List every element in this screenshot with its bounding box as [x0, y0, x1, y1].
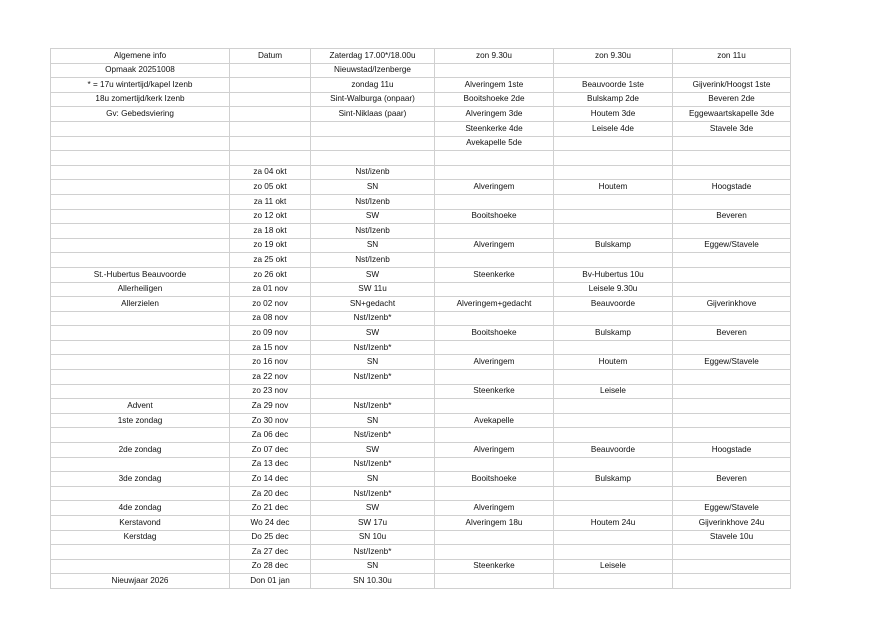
cell-zaterdag[interactable]: Nst/Izenb*	[311, 370, 435, 385]
cell-datum[interactable]: za 15 nov	[230, 340, 311, 355]
cell-zaterdag[interactable]: SN	[311, 238, 435, 253]
cell-zaterdag[interactable]	[311, 151, 435, 166]
cell-zaterdag[interactable]	[311, 384, 435, 399]
cell-algemene_info[interactable]: 2de zondag	[51, 443, 230, 458]
cell-zon930a[interactable]	[435, 545, 554, 560]
column-header-zon930b[interactable]: zon 9.30u	[554, 49, 673, 64]
cell-zon930a[interactable]: Steenkerke	[435, 267, 554, 282]
cell-zon930b[interactable]: Bv-Hubertus 10u	[554, 267, 673, 282]
cell-zaterdag[interactable]: Sint-Niklaas (paar)	[311, 107, 435, 122]
cell-datum[interactable]: zo 26 okt	[230, 267, 311, 282]
cell-zon930b[interactable]: Beauvoorde	[554, 443, 673, 458]
table-row	[51, 267, 791, 282]
cell-algemene_info[interactable]	[51, 209, 230, 224]
cell-algemene_info[interactable]	[51, 486, 230, 501]
cell-datum[interactable]: za 25 okt	[230, 253, 311, 268]
table-row	[51, 121, 791, 136]
cell-zon930a[interactable]	[435, 399, 554, 414]
cell-zon930b[interactable]: Houtem	[554, 180, 673, 195]
cell-zon930b[interactable]: Beauvoorde	[554, 297, 673, 312]
cell-datum[interactable]	[230, 136, 311, 151]
cell-zaterdag[interactable]: SW	[311, 501, 435, 516]
cell-zon11[interactable]	[673, 399, 791, 414]
table-row	[51, 574, 791, 589]
table-row	[51, 457, 791, 472]
table-row	[51, 297, 791, 312]
cell-zon930a[interactable]: Booitshoeke	[435, 326, 554, 341]
cell-zon930a[interactable]: Alveringem	[435, 238, 554, 253]
cell-zaterdag[interactable]: Nst/Izenb*	[311, 399, 435, 414]
cell-zon930b[interactable]	[554, 165, 673, 180]
table-row	[51, 399, 791, 414]
cell-zon930b[interactable]: Houtem	[554, 355, 673, 370]
table-row	[51, 413, 791, 428]
cell-algemene_info[interactable]	[51, 428, 230, 443]
cell-algemene_info[interactable]: Kerstdag	[51, 530, 230, 545]
cell-zon11[interactable]	[673, 486, 791, 501]
cell-zon930a[interactable]: Booitshoeke 2de	[435, 92, 554, 107]
cell-zaterdag[interactable]: SN 10u	[311, 530, 435, 545]
table-row	[51, 311, 791, 326]
cell-zon930a[interactable]	[435, 486, 554, 501]
cell-algemene_info[interactable]: Nieuwjaar 2026	[51, 574, 230, 589]
cell-algemene_info[interactable]: 4de zondag	[51, 501, 230, 516]
spreadsheet-sheet	[50, 48, 790, 589]
cell-datum[interactable]: za 04 okt	[230, 165, 311, 180]
cell-zon930b[interactable]	[554, 63, 673, 78]
cell-zon11[interactable]: Gijverinkhove	[673, 297, 791, 312]
cell-algemene_info[interactable]	[51, 238, 230, 253]
cell-datum[interactable]: zo 12 okt	[230, 209, 311, 224]
cell-zaterdag[interactable]: SN	[311, 413, 435, 428]
cell-zon930a[interactable]	[435, 428, 554, 443]
cell-zon930a[interactable]	[435, 370, 554, 385]
cell-zon930a[interactable]	[435, 63, 554, 78]
cell-zon930a[interactable]	[435, 165, 554, 180]
cell-zon930b[interactable]	[554, 194, 673, 209]
cell-zon930b[interactable]: Leisele 4de	[554, 121, 673, 136]
cell-zon11[interactable]: Hoogstade	[673, 443, 791, 458]
cell-zon930a[interactable]: Alveringem 1ste	[435, 78, 554, 93]
cell-zon11[interactable]: Beveren	[673, 209, 791, 224]
cell-zon11[interactable]: Stavele 10u	[673, 530, 791, 545]
cell-zon930b[interactable]	[554, 457, 673, 472]
table-row	[51, 253, 791, 268]
cell-zon930b[interactable]: Leisele 9.30u	[554, 282, 673, 297]
table-row	[51, 136, 791, 151]
cell-zon11[interactable]	[673, 224, 791, 239]
table-row	[51, 165, 791, 180]
cell-zon930b[interactable]: Houtem 24u	[554, 516, 673, 531]
table-row	[51, 107, 791, 122]
cell-zon11[interactable]	[673, 282, 791, 297]
table-row	[51, 326, 791, 341]
cell-zaterdag[interactable]: SW	[311, 443, 435, 458]
cell-zon930a[interactable]: Alveringem+gedacht	[435, 297, 554, 312]
cell-zon930a[interactable]	[435, 194, 554, 209]
cell-algemene_info[interactable]	[51, 311, 230, 326]
cell-algemene_info[interactable]	[51, 121, 230, 136]
cell-zaterdag[interactable]: SN	[311, 180, 435, 195]
cell-algemene_info[interactable]: Allerzielen	[51, 297, 230, 312]
cell-zon930a[interactable]: Alveringem 18u	[435, 516, 554, 531]
cell-zon930a[interactable]: Alveringem 3de	[435, 107, 554, 122]
table-row	[51, 428, 791, 443]
cell-zaterdag[interactable]: SN+gedacht	[311, 297, 435, 312]
cell-zon11[interactable]	[673, 413, 791, 428]
cell-zon11[interactable]: Beveren	[673, 326, 791, 341]
cell-zaterdag[interactable]	[311, 121, 435, 136]
cell-zon930b[interactable]	[554, 486, 673, 501]
cell-datum[interactable]	[230, 151, 311, 166]
cell-zon930b[interactable]	[554, 209, 673, 224]
column-header-zon11[interactable]: zon 11u	[673, 49, 791, 64]
cell-datum[interactable]: zo 16 nov	[230, 355, 311, 370]
cell-zon930a[interactable]	[435, 311, 554, 326]
cell-zon930a[interactable]: Booitshoeke	[435, 472, 554, 487]
cell-datum[interactable]	[230, 78, 311, 93]
column-header-zon930a[interactable]: zon 9.30u	[435, 49, 554, 64]
cell-datum[interactable]	[230, 121, 311, 136]
column-header-algemene_info[interactable]: Algemene info	[51, 49, 230, 64]
cell-algemene_info[interactable]	[51, 165, 230, 180]
cell-datum[interactable]: Zo 21 dec	[230, 501, 311, 516]
cell-zon11[interactable]	[673, 340, 791, 355]
column-header-zaterdag[interactable]: Zaterdag 17.00*/18.00u	[311, 49, 435, 64]
table-row	[51, 63, 791, 78]
cell-zon930a[interactable]	[435, 457, 554, 472]
cell-datum[interactable]: za 18 okt	[230, 224, 311, 239]
cell-zon11[interactable]	[673, 165, 791, 180]
schedule-table	[50, 48, 791, 589]
cell-datum[interactable]: zo 05 okt	[230, 180, 311, 195]
cell-datum[interactable]: zo 09 nov	[230, 326, 311, 341]
cell-algemene_info[interactable]	[51, 457, 230, 472]
cell-zon11[interactable]	[673, 428, 791, 443]
cell-zaterdag[interactable]: Nst/Izenb*	[311, 311, 435, 326]
cell-zon11[interactable]	[673, 136, 791, 151]
table-row	[51, 545, 791, 560]
cell-zon930b[interactable]	[554, 253, 673, 268]
cell-zon930b[interactable]: Bulskamp	[554, 238, 673, 253]
cell-zon11[interactable]: Beveren 2de	[673, 92, 791, 107]
cell-zon11[interactable]	[673, 384, 791, 399]
cell-zaterdag[interactable]	[311, 136, 435, 151]
cell-zaterdag[interactable]: Nst/Izenb	[311, 253, 435, 268]
cell-zon11[interactable]	[673, 63, 791, 78]
cell-zaterdag[interactable]: zondag 11u	[311, 78, 435, 93]
cell-zaterdag[interactable]: SW	[311, 209, 435, 224]
cell-zon930b[interactable]	[554, 136, 673, 151]
cell-datum[interactable]: Za 27 dec	[230, 545, 311, 560]
cell-zon11[interactable]: Eggew/Stavele	[673, 355, 791, 370]
cell-zon11[interactable]: Beveren	[673, 472, 791, 487]
table-row	[51, 370, 791, 385]
cell-zon11[interactable]	[673, 559, 791, 574]
cell-algemene_info[interactable]: Gv: Gebedsviering	[51, 107, 230, 122]
cell-datum[interactable]	[230, 107, 311, 122]
table-row	[51, 516, 791, 531]
cell-zon930a[interactable]	[435, 224, 554, 239]
cell-zon930a[interactable]: Alveringem	[435, 443, 554, 458]
cell-datum[interactable]: Do 25 dec	[230, 530, 311, 545]
table-row	[51, 209, 791, 224]
cell-zon11[interactable]	[673, 574, 791, 589]
cell-algemene_info[interactable]: 3de zondag	[51, 472, 230, 487]
cell-datum[interactable]: Za 20 dec	[230, 486, 311, 501]
cell-datum[interactable]: Zo 30 nov	[230, 413, 311, 428]
cell-algemene_info[interactable]	[51, 384, 230, 399]
cell-zon930b[interactable]	[554, 413, 673, 428]
cell-algemene_info[interactable]	[51, 194, 230, 209]
cell-zaterdag[interactable]: SW	[311, 326, 435, 341]
cell-zaterdag[interactable]: SN	[311, 559, 435, 574]
cell-algemene_info[interactable]	[51, 151, 230, 166]
cell-zon11[interactable]	[673, 151, 791, 166]
cell-zon11[interactable]: Eggew/Stavele	[673, 238, 791, 253]
cell-algemene_info[interactable]: 1ste zondag	[51, 413, 230, 428]
cell-datum[interactable]: Zo 28 dec	[230, 559, 311, 574]
cell-algemene_info[interactable]: Opmaak 20251008	[51, 63, 230, 78]
table-row	[51, 472, 791, 487]
cell-zaterdag[interactable]: Nst/Izenb*	[311, 545, 435, 560]
cell-zaterdag[interactable]: Nst/Izenb*	[311, 486, 435, 501]
cell-zon930b[interactable]	[554, 501, 673, 516]
cell-zon930b[interactable]	[554, 399, 673, 414]
cell-zon930a[interactable]: Avekapelle	[435, 413, 554, 428]
cell-datum[interactable]: zo 23 nov	[230, 384, 311, 399]
cell-algemene_info[interactable]	[51, 355, 230, 370]
cell-datum[interactable]	[230, 63, 311, 78]
table-header-row	[51, 49, 791, 64]
cell-zon930a[interactable]	[435, 151, 554, 166]
cell-zaterdag[interactable]: SW 11u	[311, 282, 435, 297]
cell-datum[interactable]: zo 02 nov	[230, 297, 311, 312]
table-row	[51, 559, 791, 574]
table-row	[51, 530, 791, 545]
cell-zon11[interactable]	[673, 194, 791, 209]
cell-algemene_info[interactable]	[51, 370, 230, 385]
table-row	[51, 180, 791, 195]
cell-zon11[interactable]: Eggew/Stavele	[673, 501, 791, 516]
cell-algemene_info[interactable]: Advent	[51, 399, 230, 414]
table-row	[51, 486, 791, 501]
cell-zon11[interactable]: Eggewaartskapelle 3de	[673, 107, 791, 122]
cell-datum[interactable]: zo 19 okt	[230, 238, 311, 253]
cell-zon930b[interactable]	[554, 428, 673, 443]
cell-algemene_info[interactable]: 18u zomertijd/kerk Izenb	[51, 92, 230, 107]
cell-algemene_info[interactable]	[51, 545, 230, 560]
cell-algemene_info[interactable]: * = 17u wintertijd/kapel Izenb	[51, 78, 230, 93]
cell-zon11[interactable]	[673, 370, 791, 385]
table-row	[51, 355, 791, 370]
cell-zon930b[interactable]: Beauvoorde 1ste	[554, 78, 673, 93]
cell-zon11[interactable]: Hoogstade	[673, 180, 791, 195]
table-row	[51, 194, 791, 209]
cell-datum[interactable]	[230, 92, 311, 107]
cell-zon930a[interactable]: Alveringem	[435, 355, 554, 370]
cell-zon930a[interactable]: Avekapelle 5de	[435, 136, 554, 151]
cell-zaterdag[interactable]: Nst/Izenb	[311, 224, 435, 239]
cell-zon930a[interactable]: Alveringem	[435, 180, 554, 195]
table-row	[51, 151, 791, 166]
cell-zon930a[interactable]: Steenkerke 4de	[435, 121, 554, 136]
cell-datum[interactable]: za 08 nov	[230, 311, 311, 326]
cell-zon930a[interactable]: Alveringem	[435, 501, 554, 516]
cell-algemene_info[interactable]	[51, 253, 230, 268]
table-row	[51, 501, 791, 516]
cell-zon11[interactable]: Gijverinkhove 24u	[673, 516, 791, 531]
cell-zaterdag[interactable]: SN	[311, 355, 435, 370]
cell-zon930a[interactable]	[435, 282, 554, 297]
cell-zon11[interactable]	[673, 267, 791, 282]
cell-zon11[interactable]: Stavele 3de	[673, 121, 791, 136]
cell-zon930b[interactable]: Bulskamp 2de	[554, 92, 673, 107]
table-row	[51, 78, 791, 93]
cell-algemene_info[interactable]: Kerstavond	[51, 516, 230, 531]
table-row	[51, 443, 791, 458]
table-row	[51, 340, 791, 355]
cell-datum[interactable]: Don 01 jan	[230, 574, 311, 589]
table-row	[51, 224, 791, 239]
cell-zon930a[interactable]	[435, 340, 554, 355]
cell-zon11[interactable]	[673, 545, 791, 560]
cell-datum[interactable]: za 11 okt	[230, 194, 311, 209]
cell-zaterdag[interactable]: SN 10.30u	[311, 574, 435, 589]
cell-zon930b[interactable]	[554, 151, 673, 166]
cell-algemene_info[interactable]	[51, 224, 230, 239]
cell-zon930b[interactable]: Bulskamp	[554, 326, 673, 341]
cell-zaterdag[interactable]: Nst/izenb*	[311, 428, 435, 443]
cell-zon930a[interactable]	[435, 530, 554, 545]
cell-zon930b[interactable]	[554, 311, 673, 326]
table-row	[51, 282, 791, 297]
cell-zon11[interactable]	[673, 311, 791, 326]
cell-zaterdag[interactable]: SN	[311, 472, 435, 487]
cell-zaterdag[interactable]: SW	[311, 267, 435, 282]
cell-datum[interactable]: Zo 07 dec	[230, 443, 311, 458]
table-row	[51, 92, 791, 107]
cell-zon930a[interactable]: Steenkerke	[435, 384, 554, 399]
cell-zaterdag[interactable]: Sint-Walburga (onpaar)	[311, 92, 435, 107]
cell-zon930b[interactable]	[554, 340, 673, 355]
cell-zon11[interactable]	[673, 457, 791, 472]
table-row	[51, 384, 791, 399]
cell-zaterdag[interactable]: SW 17u	[311, 516, 435, 531]
cell-datum[interactable]: Zo 14 dec	[230, 472, 311, 487]
cell-zon930b[interactable]	[554, 370, 673, 385]
cell-zon930a[interactable]	[435, 253, 554, 268]
cell-algemene_info[interactable]	[51, 136, 230, 151]
cell-zon930a[interactable]: Booitshoeke	[435, 209, 554, 224]
cell-zon930b[interactable]	[554, 530, 673, 545]
cell-zon930a[interactable]: Steenkerke	[435, 559, 554, 574]
cell-datum[interactable]: za 01 nov	[230, 282, 311, 297]
cell-zon930a[interactable]	[435, 574, 554, 589]
cell-zon930b[interactable]: Leisele	[554, 384, 673, 399]
cell-zon930b[interactable]	[554, 224, 673, 239]
cell-datum[interactable]: Za 06 dec	[230, 428, 311, 443]
cell-algemene_info[interactable]: Allerheiligen	[51, 282, 230, 297]
cell-datum[interactable]: Za 29 nov	[230, 399, 311, 414]
cell-datum[interactable]: za 22 nov	[230, 370, 311, 385]
cell-zon11[interactable]: Gijverink/Hoogst 1ste	[673, 78, 791, 93]
cell-zaterdag[interactable]: Nieuwstad/Izenberge	[311, 63, 435, 78]
cell-algemene_info[interactable]: St.-Hubertus Beauvoorde	[51, 267, 230, 282]
cell-zaterdag[interactable]: Nst/Izenb*	[311, 457, 435, 472]
cell-algemene_info[interactable]	[51, 180, 230, 195]
cell-algemene_info[interactable]	[51, 326, 230, 341]
column-header-datum[interactable]: Datum	[230, 49, 311, 64]
cell-datum[interactable]: Wo 24 dec	[230, 516, 311, 531]
cell-zon930b[interactable]: Leisele	[554, 559, 673, 574]
cell-algemene_info[interactable]	[51, 340, 230, 355]
table-row	[51, 238, 791, 253]
cell-zon930b[interactable]: Bulskamp	[554, 472, 673, 487]
cell-zon930b[interactable]: Houtem 3de	[554, 107, 673, 122]
cell-zaterdag[interactable]: Nst/Izenb*	[311, 340, 435, 355]
cell-zon930b[interactable]	[554, 545, 673, 560]
cell-zon930b[interactable]	[554, 574, 673, 589]
cell-datum[interactable]: Za 13 dec	[230, 457, 311, 472]
cell-zaterdag[interactable]: Nst/izenb	[311, 165, 435, 180]
cell-zon11[interactable]	[673, 253, 791, 268]
cell-zaterdag[interactable]: Nst/Izenb	[311, 194, 435, 209]
cell-algemene_info[interactable]	[51, 559, 230, 574]
